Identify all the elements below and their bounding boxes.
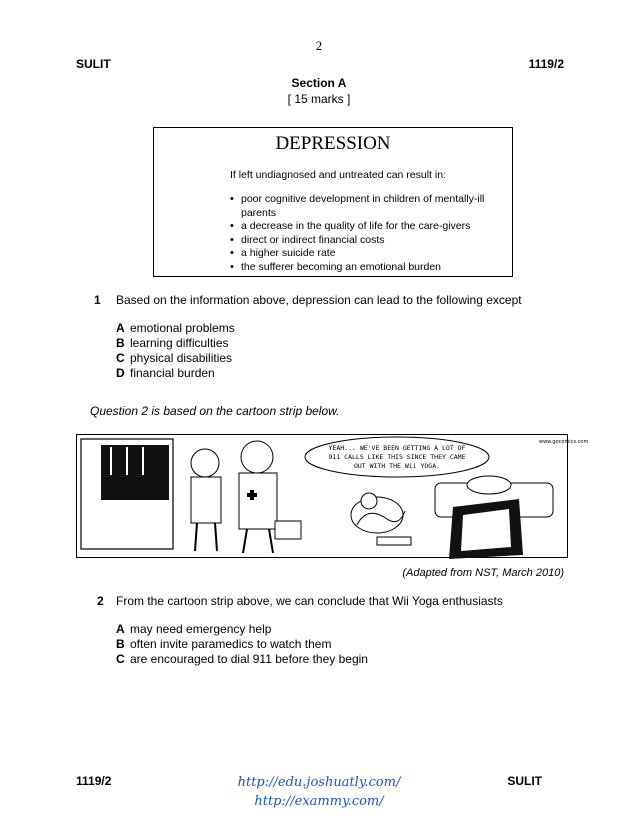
footer-link-1[interactable]: http://edu.joshuatly.com/ [237, 775, 401, 790]
option-c[interactable]: C physical disabilities [116, 351, 233, 365]
list-item: • a decrease in the quality of life for the care-givers [230, 220, 505, 234]
list-item: • a higher suicide rate [230, 247, 505, 261]
question-1-options [116, 321, 235, 381]
option-c[interactable]: C are encouraged to dial 911 before they begin [116, 652, 368, 666]
list-item: • the sufferer becoming an emotional burden [230, 261, 505, 275]
cartoon-strip [76, 434, 589, 558]
section-title: Section A [291, 76, 347, 90]
source-citation: (Adapted from NST, March 2010) [402, 567, 564, 579]
footer-left: 1119/2 [76, 774, 112, 788]
question-1-number: 1 [94, 293, 101, 307]
info-box-intro: If left undiagnosed and untreated can result in: [230, 169, 446, 181]
svg-text:www.gocomics.com: www.gocomics.com [539, 439, 589, 445]
cartoon-drawing [77, 435, 589, 559]
option-a[interactable]: A may need emergency help [116, 622, 272, 636]
question-2-options [116, 622, 368, 667]
header-right: 1119/2 [528, 57, 564, 71]
option-b[interactable]: B often invite paramedics to watch them [116, 637, 332, 651]
svg-text:YEAH... WE'VE BEEN GETTING A L: YEAH... WE'VE BEEN GETTING A LOT OF [328, 444, 466, 452]
option-b[interactable]: B learning difficulties [116, 336, 229, 350]
page-number: 2 [315, 38, 323, 53]
question-1-text: Based on the information above, depression can lead to the following except [116, 293, 522, 307]
info-box-list [230, 193, 505, 274]
footer-link-2[interactable]: http://exammy.com/ [254, 794, 384, 809]
footer-right: SULIT [507, 774, 542, 788]
svg-text:OUT WITH THE Wii YOGA.: OUT WITH THE Wii YOGA. [353, 462, 441, 470]
info-box-title: DEPRESSION [275, 133, 391, 154]
cartoon-intro: Question 2 is based on the cartoon strip below. [90, 404, 340, 418]
depression-info-box [153, 127, 513, 277]
question-2-text: From the cartoon strip above, we can conclude that Wii Yoga enthusiasts [116, 594, 503, 608]
section-marks: [ 15 marks ] [287, 92, 351, 106]
option-d[interactable]: D financial burden [116, 366, 215, 380]
list-item: • direct or indirect financial costs [230, 234, 505, 248]
svg-text:911 CALLS LIKE THIS SINCE THEY: 911 CALLS LIKE THIS SINCE THEY CAME [328, 453, 466, 461]
list-item: • poor cognitive development in children of mentally-ill parents [230, 193, 505, 220]
header-left: SULIT [76, 57, 111, 71]
question-2-number: 2 [97, 594, 104, 608]
option-a[interactable]: A emotional problems [116, 321, 235, 335]
